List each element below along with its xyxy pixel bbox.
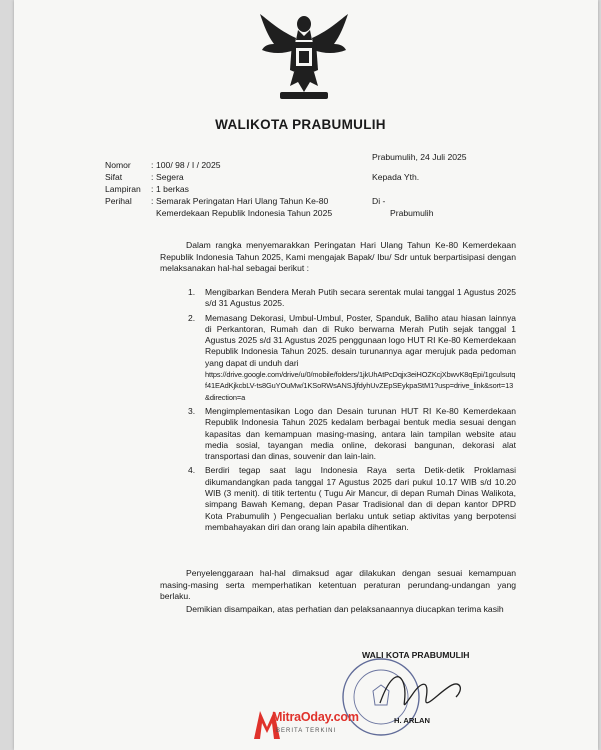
meta-value-sifat: Segera	[156, 172, 184, 182]
recipient-salutation: Kepada Yth.	[372, 172, 420, 182]
closing-paragraph-2: Demikian disampaikan, atas perhatian dan pelaksanaannya diucapkan terima kasih	[186, 604, 504, 614]
list-number: 2.	[188, 312, 196, 323]
list-number: 1.	[188, 287, 196, 297]
list-item	[188, 465, 516, 533]
list-text: Berdiri tegap saat lagu Indonesia Raya serta Detik-detik Proklamasi dikumandangkan pada tanggal 17 Agustus 2025 dari pukul 10.17 WIB s/d 10.20 WIB (3 menit). di titik tertentu ( Tugu Air Mancur, di depan Rumah Dinas Walikota, simpang Bawah Kemang, depan Pasar Tradisional dan di depan kantor DPRD Kota Prabumulih ) Pengecualian berlaku untuk setiap aktivitas yang berpotensi membahayakan diri dan orang lain apabila dihentikan.	[205, 465, 516, 532]
list-item	[188, 313, 516, 403]
watermark-brand: MitraOday.com	[272, 710, 359, 724]
closing-paragraph-1: Penyelenggaraan hal-hal dimaksud agar dilakukan dengan sesuai kemampuan masing-masing serta memperhatikan ketentuan peraturan perundang-undangan yang berlaku.	[160, 568, 516, 602]
meta-colon: :	[151, 160, 154, 170]
meta-label-lampiran: Lampiran	[105, 184, 141, 194]
instruction-list	[188, 287, 516, 536]
place-date: Prabumulih, 24 Juli 2025	[372, 152, 467, 162]
watermark-tagline: BERITA TERKINI	[276, 728, 337, 734]
meta-colon: :	[151, 172, 154, 182]
list-text: Mengibarkan Bendera Merah Putih secara serentak mulai tanggal 1 Agustus 2025 s/d 31 Agustus 2025.	[205, 287, 516, 309]
intro-paragraph: Dalam rangka menyemarakkan Peringatan Hari Ulang Tahun Ke-80 Kemerdekaan Republik Indonesia Tahun 2025, Kami mengajak Bapak/ Ibu/ Sdr untuk berpartisipasi dengan melaksanakan hal-hal sebagai berikut :	[160, 240, 516, 274]
meta-value-nomor: 100/ 98 / I / 2025	[156, 160, 221, 170]
download-link[interactable]: https://drive.google.com/drive/u/0/mobile/folders/1jkUhAtPcDqjx3eiHOZKcjXbwvK8qEpi/1gculsutqf41EAdKjkcbLV-ts8GuYOuMw/1KSoRWsANSJjfdyhUvZEpSEykpaStM1?usp=drive_link&sort=13&direction=a	[205, 370, 516, 402]
recipient-city: Prabumulih	[390, 208, 434, 218]
list-number: 4.	[188, 465, 196, 476]
signatory-title: WALI KOTA PRABUMULIH	[362, 650, 470, 660]
recipient-di: Di -	[372, 196, 386, 206]
list-item	[188, 287, 516, 310]
meta-value-lampiran: 1 berkas	[156, 184, 189, 194]
list-item	[188, 406, 516, 462]
meta-label-perihal: Perihal	[105, 196, 132, 206]
signatory-name: H. ARLAN	[394, 716, 430, 725]
meta-colon: :	[151, 184, 154, 194]
garuda-pancasila-icon	[258, 10, 350, 106]
meta-value-perihal-line2: Kemerdekaan Republik Indonesia Tahun 2025	[156, 208, 333, 218]
list-number: 3.	[188, 405, 196, 416]
list-text: Memasang Dekorasi, Umbul-Umbul, Poster, Spanduk, Baliho atau hiasan lainnya di Perkantoran, Rumah dan di Ruko berwarna Merah Putih sejak tanggal 1 Agustus 2025 s/d 31 Agustus 2025 penggunaan logo HUT RI Ke-80 Kemerdekaan Republik Indonesia Tahun 2025. desain turunannya agar merujuk pada pedoman yang dapat di unduh dari	[205, 312, 516, 368]
meta-colon: :	[151, 196, 154, 206]
meta-label-sifat: Sifat	[105, 172, 123, 182]
letterhead-title: WALIKOTA PRABUMULIH	[215, 117, 386, 132]
list-text: Mengimplementasikan Logo dan Desain turunan HUT RI Ke-80 Kemerdekaan Republik Indonesia Tahun 2025 kedalam berbagai bentuk media sesuai dengan kapasitas dan kemampuan masing-masing, antara lain tampilan website atau media sosial, tayangan media online, dekorasi bangunan, dekorasi alat transportasi dan dinas, souvenir dan lain-lain.	[205, 405, 516, 462]
meta-value-perihal: Semarak Peringatan Hari Ulang Tahun Ke-80	[156, 196, 329, 206]
meta-label-nomor: Nomor	[105, 160, 131, 170]
